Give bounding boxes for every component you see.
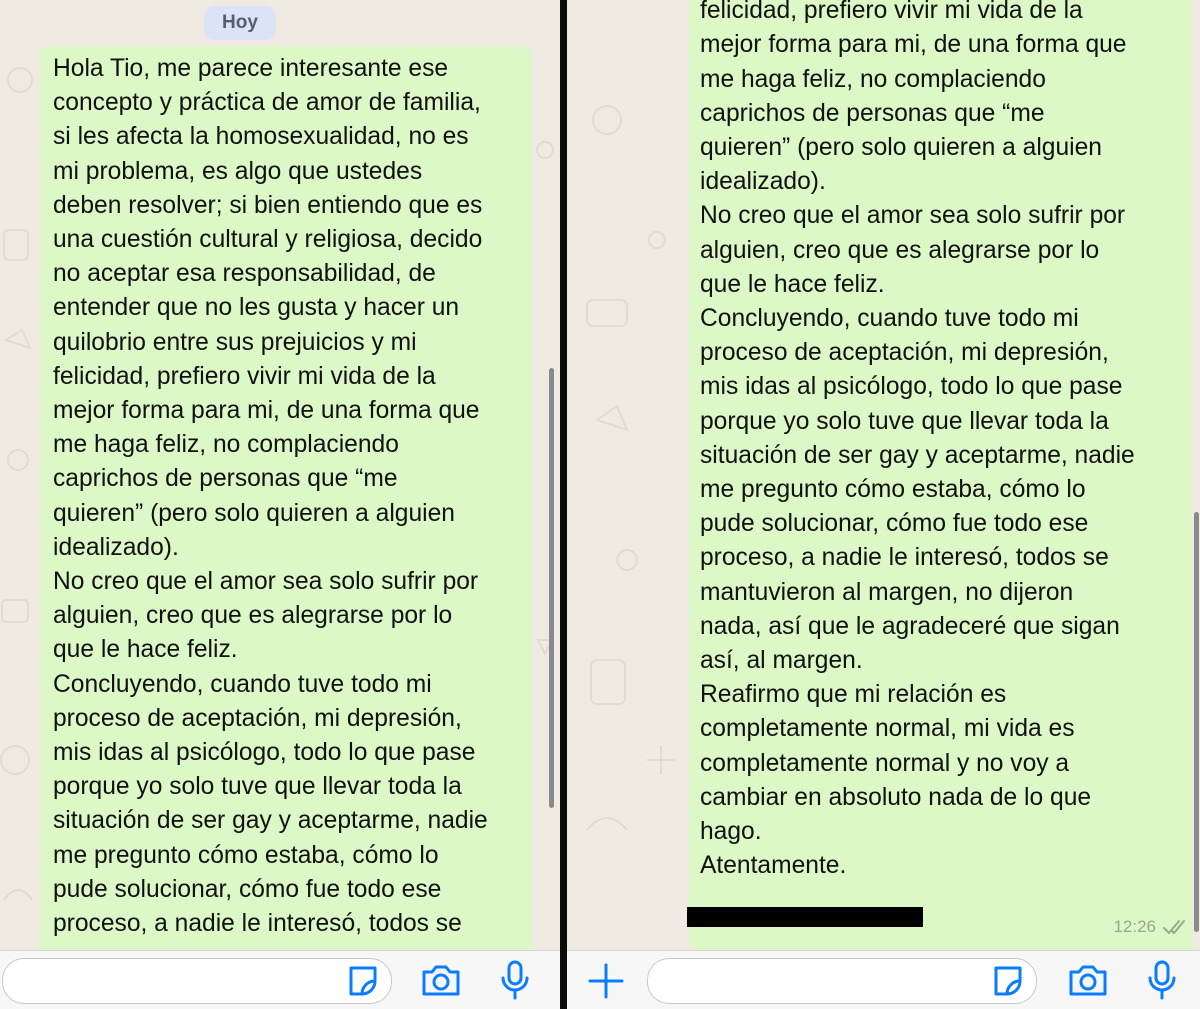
message-line: No creo que el amor sea solo sufrir por (700, 202, 1126, 230)
message-line: proceso de aceptación, mi depresión, (53, 704, 462, 732)
message-composer (0, 950, 560, 1009)
message-line: deben resolver; si bien entiendo que es (53, 191, 483, 219)
microphone-icon (1140, 958, 1184, 1002)
message-line: concepto y práctica de amor de familia, (53, 89, 481, 117)
message-line: caprichos de personas que “me (700, 99, 1045, 127)
message-line: entender que no les gusta y hacer un (53, 294, 460, 322)
message-input[interactable] (2, 958, 392, 1004)
message-line: me pregunto cómo estaba, cómo lo (700, 476, 1086, 504)
message-line: no aceptar esa responsabilidad, de (53, 260, 436, 288)
message-line: que le hace feliz. (53, 636, 238, 664)
message-line: porque yo solo tuve que llevar toda la (700, 407, 1109, 435)
sticker-icon (986, 959, 1030, 1003)
message-bubble[interactable] (689, 0, 1192, 950)
message-line: felicidad, prefiero vivir mi vida de la (53, 362, 436, 390)
message-composer (567, 950, 1200, 1009)
message-line: completamente normal y no voy a (700, 749, 1070, 777)
message-line: alguien, creo que es alegrarse por lo (53, 602, 453, 630)
message-line: mis idas al psicólogo, todo lo que pase (700, 373, 1123, 401)
camera-icon (419, 958, 463, 1002)
message-line: situación de ser gay y aceptarme, nadie (53, 807, 488, 835)
plus-icon (584, 959, 628, 1003)
screenshot-divider (560, 0, 567, 1009)
message-line: alguien, creo que es alegrarse por lo (700, 236, 1100, 264)
message-line: proceso, a nadie le interesó, todos se (53, 910, 462, 938)
message-line: quieren” (pero solo quieren a alguien (53, 499, 455, 527)
message-line: me pregunto cómo estaba, cómo lo (53, 841, 439, 869)
double-check-icon (1162, 917, 1188, 937)
message-line: felicidad, prefiero vivir mi vida de la (700, 0, 1083, 25)
message-line: me haga feliz, no complaciendo (53, 431, 399, 459)
scrollbar[interactable] (1194, 512, 1199, 932)
message-line: idealizado). (53, 533, 179, 561)
sticker-icon (341, 959, 385, 1003)
chat-panel-left (0, 0, 560, 1009)
message-line: que le hace feliz. (700, 270, 885, 298)
message-line: si les afecta la homosexualidad, no es (53, 123, 469, 151)
message-line: mejor forma para mi, de una forma que (700, 31, 1127, 59)
message-line: mis idas al psicólogo, todo lo que pase (53, 739, 476, 767)
message-line: así, al margen. (700, 647, 863, 675)
microphone-button[interactable] (1140, 958, 1184, 1002)
message-line: quilobrio entre sus prejuicios y mi (53, 328, 417, 356)
message-line: nada, así que le agradeceré que sigan (700, 612, 1120, 640)
message-line: situación de ser gay y aceptarme, nadie (700, 441, 1135, 469)
message-text (689, 0, 1192, 883)
scrollbar[interactable] (549, 368, 554, 808)
message-line: hago. (700, 818, 762, 846)
camera-button[interactable] (419, 958, 463, 1002)
message-line: quieren” (pero solo quieren a alguien (700, 134, 1102, 162)
message-line: mi problema, es algo que ustedes (53, 157, 423, 185)
chat-panel-right (567, 0, 1200, 1009)
microphone-icon (493, 958, 537, 1002)
message-text (40, 46, 532, 941)
camera-button[interactable] (1066, 958, 1110, 1002)
message-line: Concluyendo, cuando tuve todo mi (700, 305, 1079, 333)
message-line: pude solucionar, cómo fue todo ese (700, 510, 1089, 538)
message-input[interactable] (647, 958, 1037, 1004)
message-line: proceso, a nadie le interesó, todos se (700, 544, 1109, 572)
message-line: Concluyendo, cuando tuve todo mi (53, 670, 432, 698)
redacted-signature (687, 907, 923, 927)
sticker-button[interactable] (341, 959, 385, 1003)
date-separator: Hoy (204, 6, 276, 40)
message-line: una cuestión cultural y religiosa, decido (53, 226, 483, 254)
message-line: cambiar en absoluto nada de lo que (700, 783, 1092, 811)
message-timestamp: 12:26 (1113, 917, 1156, 936)
message-line: porque yo solo tuve que llevar toda la (53, 773, 462, 801)
add-attachment-button[interactable] (584, 959, 628, 1003)
message-line: Reafirmo que mi relación es (700, 681, 1007, 709)
message-line: Hola Tio, me parece interesante ese (53, 55, 449, 82)
message-line: proceso de aceptación, mi depresión, (700, 339, 1109, 367)
message-line: me haga feliz, no complaciendo (700, 65, 1046, 93)
message-line: caprichos de personas que “me (53, 465, 398, 493)
message-bubble[interactable] (40, 46, 532, 966)
sticker-button[interactable] (986, 959, 1030, 1003)
message-line: mejor forma para mi, de una forma que (53, 397, 480, 425)
message-line: pude solucionar, cómo fue todo ese (53, 875, 442, 903)
message-line: No creo que el amor sea solo sufrir por (53, 568, 479, 596)
microphone-button[interactable] (493, 958, 537, 1002)
message-line: Atentamente. (700, 852, 847, 880)
camera-icon (1066, 958, 1110, 1002)
message-line: idealizado). (700, 168, 826, 196)
message-line: completamente normal, mi vida es (700, 715, 1075, 743)
message-line: mantuvieron al margen, no dijeron (700, 578, 1074, 606)
